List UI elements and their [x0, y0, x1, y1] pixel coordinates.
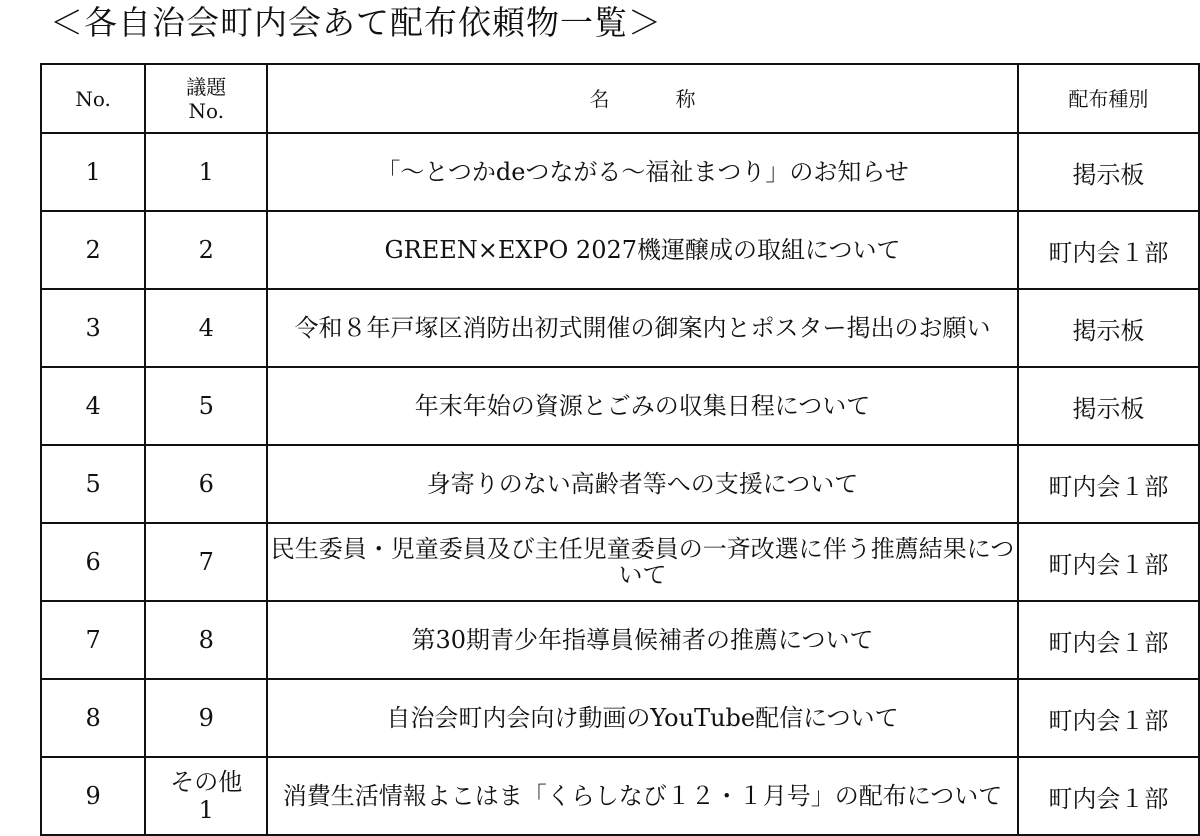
agenda-line1: その他: [170, 768, 243, 796]
cell-type: 掲示板: [1018, 289, 1199, 367]
cell-agenda-no: [145, 133, 267, 211]
header-agenda-no: [145, 64, 267, 133]
header-agenda-line1: 議題: [186, 74, 227, 99]
cell-no: 3: [41, 289, 145, 367]
cell-name: 自治会町内会向け動画のYouTube配信について: [267, 679, 1017, 757]
cell-type: 町内会１部: [1018, 601, 1199, 679]
cell-no: 9: [41, 757, 145, 835]
cell-type: 掲示板: [1018, 133, 1199, 211]
cell-no: 2: [41, 211, 145, 289]
cell-type: 町内会１部: [1018, 523, 1199, 601]
cell-no: 4: [41, 367, 145, 445]
table-row: [41, 523, 1199, 601]
cell-agenda-no: [145, 211, 267, 289]
cell-agenda-no: [145, 367, 267, 445]
cell-no: 6: [41, 523, 145, 601]
table-row: [41, 367, 1199, 445]
cell-name: 第30期青少年指導員候補者の推薦について: [267, 601, 1017, 679]
agenda-line1: 2: [198, 236, 214, 264]
header-type: 配布種別: [1018, 64, 1199, 133]
agenda-line1: 7: [198, 548, 214, 576]
cell-no: 1: [41, 133, 145, 211]
header-no: No.: [41, 64, 145, 133]
agenda-line1: 6: [198, 470, 214, 498]
cell-agenda-no: [145, 757, 267, 835]
header-name-part2: 称: [675, 86, 696, 111]
cell-no: 8: [41, 679, 145, 757]
cell-name: GREEN×EXPO 2027機運醸成の取組について: [267, 211, 1017, 289]
agenda-line1: 1: [198, 158, 214, 186]
cell-name: 民生委員・児童委員及び主任児童委員の一斉改選に伴う推薦結果について: [267, 523, 1017, 601]
cell-type: 町内会１部: [1018, 445, 1199, 523]
table-row: [41, 679, 1199, 757]
cell-name: 消費生活情報よこはま「くらしなび１２・１月号」の配布について: [267, 757, 1017, 835]
cell-agenda-no: [145, 601, 267, 679]
agenda-line2: 1: [198, 796, 214, 824]
document-title: ＜各自治会町内会あて配布依頼物一覧＞: [50, 3, 662, 42]
cell-no: 5: [41, 445, 145, 523]
cell-no: 7: [41, 601, 145, 679]
agenda-line1: 8: [198, 626, 214, 654]
cell-type: 掲示板: [1018, 367, 1199, 445]
table-header-row: [41, 64, 1199, 133]
cell-name: 令和８年戸塚区消防出初式開催の御案内とポスター掲出のお願い: [267, 289, 1017, 367]
agenda-line1: 5: [198, 392, 214, 420]
cell-agenda-no: [145, 445, 267, 523]
table-row: [41, 757, 1199, 835]
cell-name: 年末年始の資源とごみの収集日程について: [267, 367, 1017, 445]
table-row: [41, 211, 1199, 289]
distribution-table: [40, 63, 1200, 836]
cell-type: 町内会１部: [1018, 679, 1199, 757]
cell-name: 「～とつかdeつながる～福祉まつり」のお知らせ: [267, 133, 1017, 211]
cell-agenda-no: [145, 679, 267, 757]
agenda-line1: 9: [198, 704, 214, 732]
agenda-line1: 4: [198, 314, 214, 342]
cell-agenda-no: [145, 523, 267, 601]
table-row: [41, 133, 1199, 211]
header-name-part1: 名: [589, 86, 610, 111]
header-agenda-line2: No.: [188, 98, 225, 123]
cell-name: 身寄りのない高齢者等への支援について: [267, 445, 1017, 523]
cell-type: 町内会１部: [1018, 211, 1199, 289]
table-row: [41, 445, 1199, 523]
table-row: [41, 601, 1199, 679]
table-row: [41, 289, 1199, 367]
cell-agenda-no: [145, 289, 267, 367]
cell-type: 町内会１部: [1018, 757, 1199, 835]
header-name: [267, 64, 1017, 133]
